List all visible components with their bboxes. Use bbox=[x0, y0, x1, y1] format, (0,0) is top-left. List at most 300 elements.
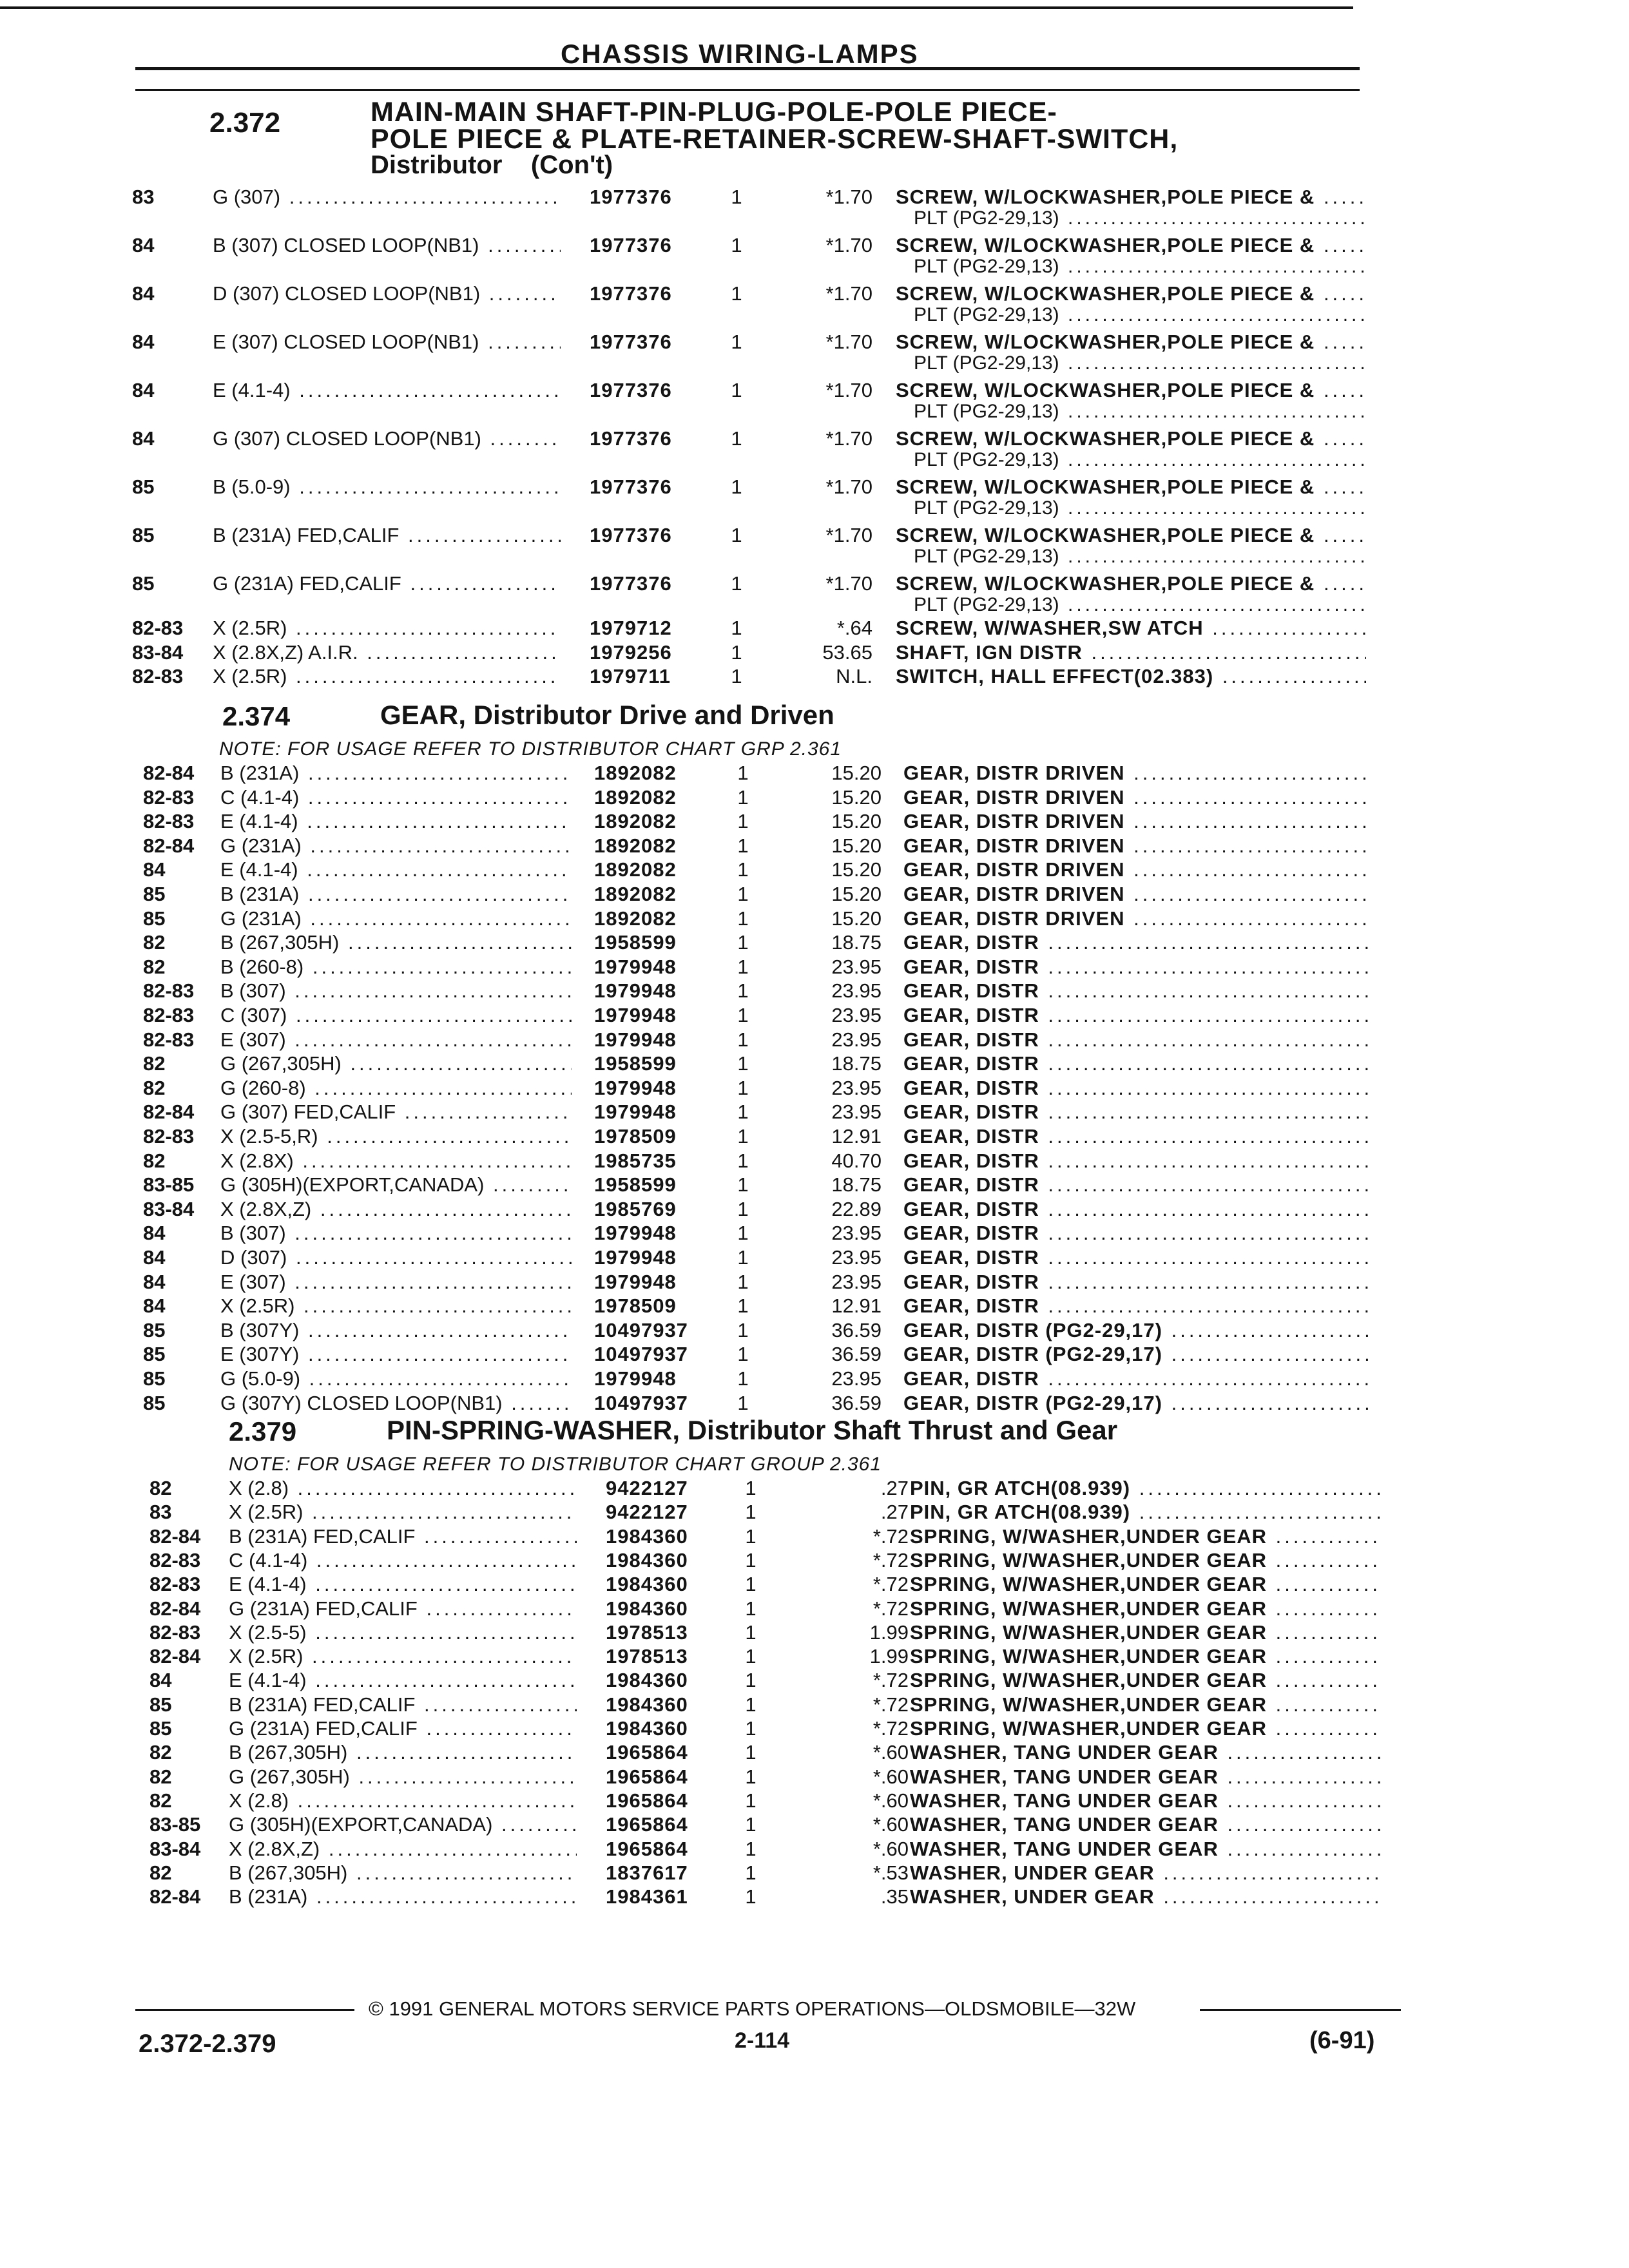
part-row bbox=[0, 1477, 1629, 1500]
model-years: 85 bbox=[143, 1318, 166, 1341]
description: SPRING, W/WASHER,UNDER GEAR ..... bbox=[910, 1573, 1380, 1596]
model-years: 85 bbox=[132, 476, 155, 498]
price: *1.70 bbox=[825, 379, 872, 401]
part-row bbox=[0, 617, 1629, 640]
description: GEAR, DISTR DRIVEN ..... bbox=[903, 907, 1369, 930]
application: G (231A) FED,CALIF ..... bbox=[229, 1597, 577, 1620]
model-years: 85 bbox=[143, 1343, 166, 1366]
part-row bbox=[0, 834, 1629, 858]
price: 12.91 bbox=[831, 1294, 882, 1318]
price: *1.70 bbox=[825, 427, 872, 450]
price: *1.70 bbox=[825, 524, 872, 546]
part-number: 1958599 bbox=[594, 1052, 677, 1075]
model-years: 82 bbox=[143, 955, 166, 978]
part-row bbox=[0, 1198, 1629, 1221]
application: G (231A) ..... bbox=[220, 907, 572, 930]
price: *.60 bbox=[872, 1837, 909, 1860]
top-edge-rule bbox=[0, 6, 1353, 9]
part-row bbox=[0, 641, 1629, 664]
footer-page-number: 2-114 bbox=[735, 2028, 790, 2053]
quantity: 1 bbox=[737, 810, 749, 833]
footer-copyright: © 1991 GENERAL MOTORS SERVICE PARTS OPERATIONS—OLDSMOBILE—32W bbox=[369, 1997, 1136, 2020]
description: SCREW, W/LOCKWASHER,POLE PIECE & ..... bbox=[896, 186, 1366, 209]
price: *.60 bbox=[872, 1789, 909, 1812]
part-row bbox=[0, 665, 1629, 688]
application: G (231A) FED,CALIF ..... bbox=[213, 572, 561, 595]
price: 15.20 bbox=[831, 834, 882, 857]
description: GEAR, DISTR ..... bbox=[903, 1004, 1369, 1027]
application: B (307) ..... bbox=[220, 1222, 572, 1245]
part-number: 1977376 bbox=[590, 427, 672, 450]
model-years: 82-84 bbox=[143, 762, 195, 784]
price: .27 bbox=[880, 1477, 909, 1499]
application: D (307) CLOSED LOOP(NB1) ..... bbox=[213, 282, 561, 305]
part-row bbox=[0, 1125, 1629, 1148]
application: E (4.1-4) ..... bbox=[213, 379, 561, 402]
quantity: 1 bbox=[731, 282, 742, 305]
model-years: 82 bbox=[143, 931, 166, 954]
quantity: 1 bbox=[745, 1669, 757, 1692]
model-years: 84 bbox=[143, 1270, 166, 1293]
model-years: 83-85 bbox=[143, 1173, 195, 1196]
price: *.72 bbox=[872, 1597, 909, 1620]
quantity: 1 bbox=[737, 883, 749, 905]
description: GEAR, DISTR ..... bbox=[903, 1125, 1369, 1148]
price: 36.59 bbox=[831, 1318, 882, 1341]
quantity: 1 bbox=[745, 1501, 757, 1524]
application: E (307) ..... bbox=[220, 1271, 572, 1294]
quantity: 1 bbox=[737, 1004, 749, 1026]
part-number: 1979948 bbox=[594, 1222, 677, 1245]
part-row bbox=[0, 956, 1629, 979]
description: GEAR, DISTR ..... bbox=[903, 1052, 1369, 1075]
quantity: 1 bbox=[737, 1222, 749, 1245]
description: PIN, GR ATCH(08.939) ..... bbox=[910, 1501, 1380, 1524]
application: B (231A) ..... bbox=[220, 762, 572, 785]
description: WASHER, TANG UNDER GEAR ..... bbox=[910, 1789, 1380, 1812]
application: X (2.5R) ..... bbox=[213, 617, 561, 640]
part-row bbox=[0, 907, 1629, 930]
description: GEAR, DISTR ..... bbox=[903, 1077, 1369, 1100]
application: E (307) ..... bbox=[220, 1028, 572, 1052]
model-years: 83-84 bbox=[143, 1197, 195, 1220]
section-divider bbox=[135, 89, 1360, 91]
model-years: 82-83 bbox=[143, 810, 195, 833]
price: *.72 bbox=[872, 1573, 909, 1596]
application: C (4.1-4) ..... bbox=[220, 786, 572, 809]
description: GEAR, DISTR ..... bbox=[903, 1028, 1369, 1052]
price: 15.20 bbox=[831, 858, 882, 881]
model-years: 84 bbox=[143, 858, 166, 881]
model-years: 82 bbox=[149, 1477, 172, 1499]
price: 23.95 bbox=[831, 955, 882, 978]
model-years: 83 bbox=[132, 186, 155, 208]
price: 15.20 bbox=[831, 785, 882, 809]
part-row bbox=[0, 883, 1629, 906]
part-row bbox=[0, 1294, 1629, 1318]
part-number: 1965864 bbox=[606, 1789, 688, 1812]
description: WASHER, TANG UNDER GEAR ..... bbox=[910, 1765, 1380, 1789]
quantity: 1 bbox=[737, 931, 749, 954]
part-number: 1979948 bbox=[594, 955, 677, 978]
description: SCREW, W/LOCKWASHER,POLE PIECE & ..... bbox=[896, 524, 1366, 547]
price: 23.95 bbox=[831, 1100, 882, 1124]
model-years: 82 bbox=[143, 1149, 166, 1172]
quantity: 1 bbox=[737, 1343, 749, 1366]
part-number: 1979948 bbox=[594, 1367, 677, 1390]
part-row bbox=[0, 1052, 1629, 1075]
description: GEAR, DISTR DRIVEN ..... bbox=[903, 810, 1369, 833]
price: 18.75 bbox=[831, 1173, 882, 1196]
description-continuation: PLT (PG2-29,13) ..... bbox=[914, 546, 1366, 568]
application: B (5.0-9) ..... bbox=[213, 476, 561, 499]
model-years: 82 bbox=[149, 1765, 172, 1788]
application: G (307) FED,CALIF ..... bbox=[220, 1100, 572, 1124]
quantity: 1 bbox=[737, 1028, 749, 1051]
model-years: 85 bbox=[132, 524, 155, 546]
description: GEAR, DISTR (PG2-29,17) ..... bbox=[903, 1319, 1369, 1342]
section-title-2-374: GEAR, Distributor Drive and Driven bbox=[380, 700, 834, 730]
description: WASHER, TANG UNDER GEAR ..... bbox=[910, 1813, 1380, 1836]
model-years: 82-84 bbox=[149, 1885, 201, 1908]
part-number: 1977376 bbox=[590, 282, 672, 305]
price: *.72 bbox=[872, 1548, 909, 1571]
application: G (305H)(EXPORT,CANADA) ..... bbox=[229, 1813, 577, 1836]
description-continuation: PLT (PG2-29,13) ..... bbox=[914, 256, 1366, 278]
price: *1.70 bbox=[825, 476, 872, 498]
quantity: 1 bbox=[745, 1885, 757, 1908]
application: G (260-8) ..... bbox=[220, 1077, 572, 1100]
model-years: 84 bbox=[132, 379, 155, 401]
part-number: 1977376 bbox=[590, 331, 672, 353]
description: SPRING, W/WASHER,UNDER GEAR ..... bbox=[910, 1597, 1380, 1620]
part-number: 1984360 bbox=[606, 1669, 688, 1692]
part-row bbox=[0, 282, 1629, 305]
part-number: 1979948 bbox=[594, 1246, 677, 1269]
part-row bbox=[0, 572, 1629, 595]
quantity: 1 bbox=[737, 1318, 749, 1341]
part-number: 1979948 bbox=[594, 1100, 677, 1124]
part-number: 1965864 bbox=[606, 1741, 688, 1764]
model-years: 82 bbox=[149, 1741, 172, 1764]
quantity: 1 bbox=[731, 524, 742, 546]
part-number: 1892082 bbox=[594, 810, 677, 833]
part-row bbox=[0, 1343, 1629, 1366]
quantity: 1 bbox=[737, 1294, 749, 1318]
application: C (307) ..... bbox=[220, 1004, 572, 1027]
part-number: 1979256 bbox=[590, 640, 672, 664]
quantity: 1 bbox=[745, 1477, 757, 1499]
part-row bbox=[0, 1765, 1629, 1789]
price: *.60 bbox=[872, 1813, 909, 1836]
model-years: 84 bbox=[143, 1246, 166, 1269]
part-row bbox=[0, 1573, 1629, 1596]
model-years: 82-83 bbox=[149, 1548, 201, 1571]
description: GEAR, DISTR ..... bbox=[903, 1173, 1369, 1196]
price: *.72 bbox=[872, 1669, 909, 1692]
quantity: 1 bbox=[737, 1076, 749, 1099]
description: GEAR, DISTR ..... bbox=[903, 1367, 1369, 1390]
part-number: 1958599 bbox=[594, 1173, 677, 1196]
quantity: 1 bbox=[731, 234, 742, 256]
model-years: 85 bbox=[143, 883, 166, 905]
application: B (307) CLOSED LOOP(NB1) ..... bbox=[213, 234, 561, 257]
price: *1.70 bbox=[825, 572, 872, 595]
part-row bbox=[0, 1549, 1629, 1572]
part-number: 1977376 bbox=[590, 476, 672, 498]
description-continuation: PLT (PG2-29,13) ..... bbox=[914, 352, 1366, 374]
description: SPRING, W/WASHER,UNDER GEAR ..... bbox=[910, 1645, 1380, 1668]
price: 1.99 bbox=[869, 1645, 909, 1668]
model-years: 85 bbox=[143, 1391, 166, 1414]
price: 15.20 bbox=[831, 762, 882, 784]
quantity: 1 bbox=[745, 1813, 757, 1836]
quantity: 1 bbox=[731, 665, 742, 687]
application: B (231A) FED,CALIF ..... bbox=[229, 1693, 577, 1716]
quantity: 1 bbox=[731, 617, 742, 639]
part-number: 1837617 bbox=[606, 1861, 688, 1884]
description: SCREW, W/LOCKWASHER,POLE PIECE & ..... bbox=[896, 331, 1366, 354]
quantity: 1 bbox=[737, 1367, 749, 1390]
model-years: 82-83 bbox=[143, 1004, 195, 1026]
section-number-2-379: 2.379 bbox=[229, 1416, 297, 1446]
model-years: 84 bbox=[132, 427, 155, 450]
description-continuation: PLT (PG2-29,13) ..... bbox=[914, 594, 1366, 616]
application: B (307Y) ..... bbox=[220, 1319, 572, 1342]
application: G (5.0-9) ..... bbox=[220, 1367, 572, 1390]
model-years: 85 bbox=[149, 1717, 172, 1740]
description: WASHER, TANG UNDER GEAR ..... bbox=[910, 1838, 1380, 1861]
model-years: 85 bbox=[132, 572, 155, 595]
part-row bbox=[0, 1525, 1629, 1548]
quantity: 1 bbox=[737, 979, 749, 1003]
price: N.L. bbox=[836, 665, 872, 687]
price: 12.91 bbox=[831, 1125, 882, 1148]
price: 22.89 bbox=[831, 1197, 882, 1220]
price: .27 bbox=[880, 1501, 909, 1524]
part-row bbox=[0, 524, 1629, 547]
price: 23.95 bbox=[831, 1246, 882, 1269]
part-row bbox=[0, 476, 1629, 499]
part-row bbox=[0, 1693, 1629, 1716]
application: B (260-8) ..... bbox=[220, 956, 572, 979]
model-years: 82-83 bbox=[149, 1620, 201, 1644]
description: GEAR, DISTR ..... bbox=[903, 979, 1369, 1003]
part-row bbox=[0, 1789, 1629, 1812]
application: X (2.5R) ..... bbox=[213, 665, 561, 688]
quantity: 1 bbox=[737, 907, 749, 930]
part-number: 1977376 bbox=[590, 234, 672, 256]
part-number: 1979948 bbox=[594, 979, 677, 1003]
price: *.72 bbox=[872, 1717, 909, 1740]
application: X (2.8) ..... bbox=[229, 1789, 577, 1812]
price: *.72 bbox=[872, 1693, 909, 1716]
part-number: 1965864 bbox=[606, 1813, 688, 1836]
part-number: 1892082 bbox=[594, 785, 677, 809]
part-number: 1984360 bbox=[606, 1573, 688, 1596]
quantity: 1 bbox=[745, 1741, 757, 1764]
model-years: 85 bbox=[143, 907, 166, 930]
quantity: 1 bbox=[745, 1620, 757, 1644]
part-number: 1984360 bbox=[606, 1597, 688, 1620]
description: SWITCH, HALL EFFECT(02.383) ..... bbox=[896, 665, 1366, 688]
quantity: 1 bbox=[731, 572, 742, 595]
part-number: 1979712 bbox=[590, 617, 672, 639]
part-row bbox=[0, 331, 1629, 354]
part-number: 1978513 bbox=[606, 1620, 688, 1644]
price: 18.75 bbox=[831, 1052, 882, 1075]
part-row bbox=[0, 931, 1629, 954]
application: X (2.8X,Z) ..... bbox=[229, 1838, 577, 1861]
application: G (307) CLOSED LOOP(NB1) ..... bbox=[213, 427, 561, 450]
price: 23.95 bbox=[831, 1367, 882, 1390]
price: *1.70 bbox=[825, 282, 872, 305]
quantity: 1 bbox=[745, 1837, 757, 1860]
price: *1.70 bbox=[825, 186, 872, 208]
price: 1.99 bbox=[869, 1620, 909, 1644]
quantity: 1 bbox=[731, 331, 742, 353]
part-row bbox=[0, 186, 1629, 209]
description: GEAR, DISTR DRIVEN ..... bbox=[903, 786, 1369, 809]
quantity: 1 bbox=[745, 1765, 757, 1788]
description: WASHER, UNDER GEAR ..... bbox=[910, 1885, 1380, 1908]
description: GEAR, DISTR (PG2-29,17) ..... bbox=[903, 1392, 1369, 1415]
application: E (4.1-4) ..... bbox=[229, 1669, 577, 1692]
footer-section-range: 2.372-2.379 bbox=[139, 2030, 276, 2058]
application: D (307) ..... bbox=[220, 1246, 572, 1269]
price: 23.95 bbox=[831, 1076, 882, 1099]
quantity: 1 bbox=[731, 640, 742, 664]
quantity: 1 bbox=[737, 858, 749, 881]
model-years: 82 bbox=[143, 1052, 166, 1075]
part-row bbox=[0, 786, 1629, 809]
description: GEAR, DISTR ..... bbox=[903, 1100, 1369, 1124]
quantity: 1 bbox=[737, 1052, 749, 1075]
description: SPRING, W/WASHER,UNDER GEAR ..... bbox=[910, 1693, 1380, 1716]
model-years: 84 bbox=[149, 1669, 172, 1692]
part-row bbox=[0, 1621, 1629, 1644]
model-years: 84 bbox=[132, 331, 155, 353]
quantity: 1 bbox=[745, 1573, 757, 1596]
price: *.53 bbox=[872, 1861, 909, 1884]
quantity: 1 bbox=[745, 1548, 757, 1571]
model-years: 82-84 bbox=[149, 1597, 201, 1620]
part-row bbox=[0, 379, 1629, 402]
model-years: 84 bbox=[132, 234, 155, 256]
application: B (231A) FED,CALIF ..... bbox=[213, 524, 561, 547]
description: GEAR, DISTR DRIVEN ..... bbox=[903, 883, 1369, 906]
application: B (231A) FED,CALIF ..... bbox=[229, 1525, 577, 1548]
application: G (307) ..... bbox=[213, 186, 561, 209]
description: GEAR, DISTR DRIVEN ..... bbox=[903, 834, 1369, 858]
part-row bbox=[0, 1222, 1629, 1245]
part-number: 1977376 bbox=[590, 186, 672, 208]
price: 23.95 bbox=[831, 1222, 882, 1245]
application: E (4.1-4) ..... bbox=[220, 858, 572, 881]
application: G (231A) FED,CALIF ..... bbox=[229, 1717, 577, 1740]
model-years: 82-83 bbox=[143, 785, 195, 809]
quantity: 1 bbox=[737, 1149, 749, 1172]
description: PIN, GR ATCH(08.939) ..... bbox=[910, 1477, 1380, 1500]
part-row bbox=[0, 1885, 1629, 1908]
quantity: 1 bbox=[745, 1524, 757, 1548]
price: 53.65 bbox=[822, 640, 872, 664]
quantity: 1 bbox=[737, 1125, 749, 1148]
section-title-2-372-line3: Distributor (Con't) bbox=[371, 151, 613, 179]
part-row bbox=[0, 1004, 1629, 1027]
quantity: 1 bbox=[745, 1693, 757, 1716]
part-row bbox=[0, 1271, 1629, 1294]
part-number: 1892082 bbox=[594, 762, 677, 784]
part-row bbox=[0, 1392, 1629, 1415]
application: E (307) CLOSED LOOP(NB1) ..... bbox=[213, 331, 561, 354]
part-number: 1984361 bbox=[606, 1885, 688, 1908]
quantity: 1 bbox=[737, 785, 749, 809]
application: X (2.5-5,R) ..... bbox=[220, 1125, 572, 1148]
section-title-2-379: PIN-SPRING-WASHER, Distributor Shaft Thrust and Gear bbox=[387, 1415, 1118, 1445]
description: SCREW, W/LOCKWASHER,POLE PIECE & ..... bbox=[896, 282, 1366, 305]
quantity: 1 bbox=[737, 1270, 749, 1293]
quantity: 1 bbox=[731, 476, 742, 498]
description: WASHER, TANG UNDER GEAR ..... bbox=[910, 1741, 1380, 1764]
application: E (4.1-4) ..... bbox=[220, 810, 572, 833]
part-row bbox=[0, 810, 1629, 833]
section-number-2-372: 2.372 bbox=[209, 107, 281, 139]
application: B (231A) ..... bbox=[220, 883, 572, 906]
part-number: 1977376 bbox=[590, 572, 672, 595]
part-number: 1979711 bbox=[590, 665, 671, 687]
price: 15.20 bbox=[831, 810, 882, 833]
part-number: 9422127 bbox=[606, 1501, 688, 1524]
model-years: 84 bbox=[143, 1222, 166, 1245]
part-row bbox=[0, 1741, 1629, 1764]
application: G (231A) ..... bbox=[220, 834, 572, 858]
application: G (267,305H) ..... bbox=[229, 1765, 577, 1789]
part-row bbox=[0, 858, 1629, 881]
model-years: 85 bbox=[149, 1693, 172, 1716]
description-continuation: PLT (PG2-29,13) ..... bbox=[914, 497, 1366, 519]
footer-rule-right bbox=[1200, 2009, 1401, 2011]
part-row bbox=[0, 1813, 1629, 1836]
application: X (2.8) ..... bbox=[229, 1477, 577, 1500]
model-years: 84 bbox=[132, 282, 155, 305]
part-number: 1965864 bbox=[606, 1765, 688, 1788]
description: GEAR, DISTR ..... bbox=[903, 1271, 1369, 1294]
model-years: 82-83 bbox=[149, 1573, 201, 1596]
quantity: 1 bbox=[745, 1597, 757, 1620]
description: GEAR, DISTR ..... bbox=[903, 1149, 1369, 1173]
part-number: 10497937 bbox=[594, 1343, 688, 1366]
part-number: 1965864 bbox=[606, 1837, 688, 1860]
quantity: 1 bbox=[731, 186, 742, 208]
part-row bbox=[0, 1597, 1629, 1620]
description: GEAR, DISTR DRIVEN ..... bbox=[903, 762, 1369, 785]
section-note-2-374: NOTE: FOR USAGE REFER TO DISTRIBUTOR CHART GRP 2.361 bbox=[219, 738, 842, 760]
part-row bbox=[0, 1077, 1629, 1100]
description: GEAR, DISTR ..... bbox=[903, 1198, 1369, 1221]
quantity: 1 bbox=[737, 762, 749, 784]
model-years: 83 bbox=[149, 1501, 172, 1524]
application: X (2.8X,Z) ..... bbox=[220, 1198, 572, 1221]
footer-date-code: (6-91) bbox=[1309, 2027, 1375, 2054]
quantity: 1 bbox=[737, 1100, 749, 1124]
application: E (307Y) ..... bbox=[220, 1343, 572, 1366]
description-continuation: PLT (PG2-29,13) ..... bbox=[914, 401, 1366, 423]
part-number: 1985769 bbox=[594, 1197, 677, 1220]
price: 40.70 bbox=[831, 1149, 882, 1172]
description-continuation: PLT (PG2-29,13) ..... bbox=[914, 449, 1366, 471]
price: 15.20 bbox=[831, 883, 882, 905]
